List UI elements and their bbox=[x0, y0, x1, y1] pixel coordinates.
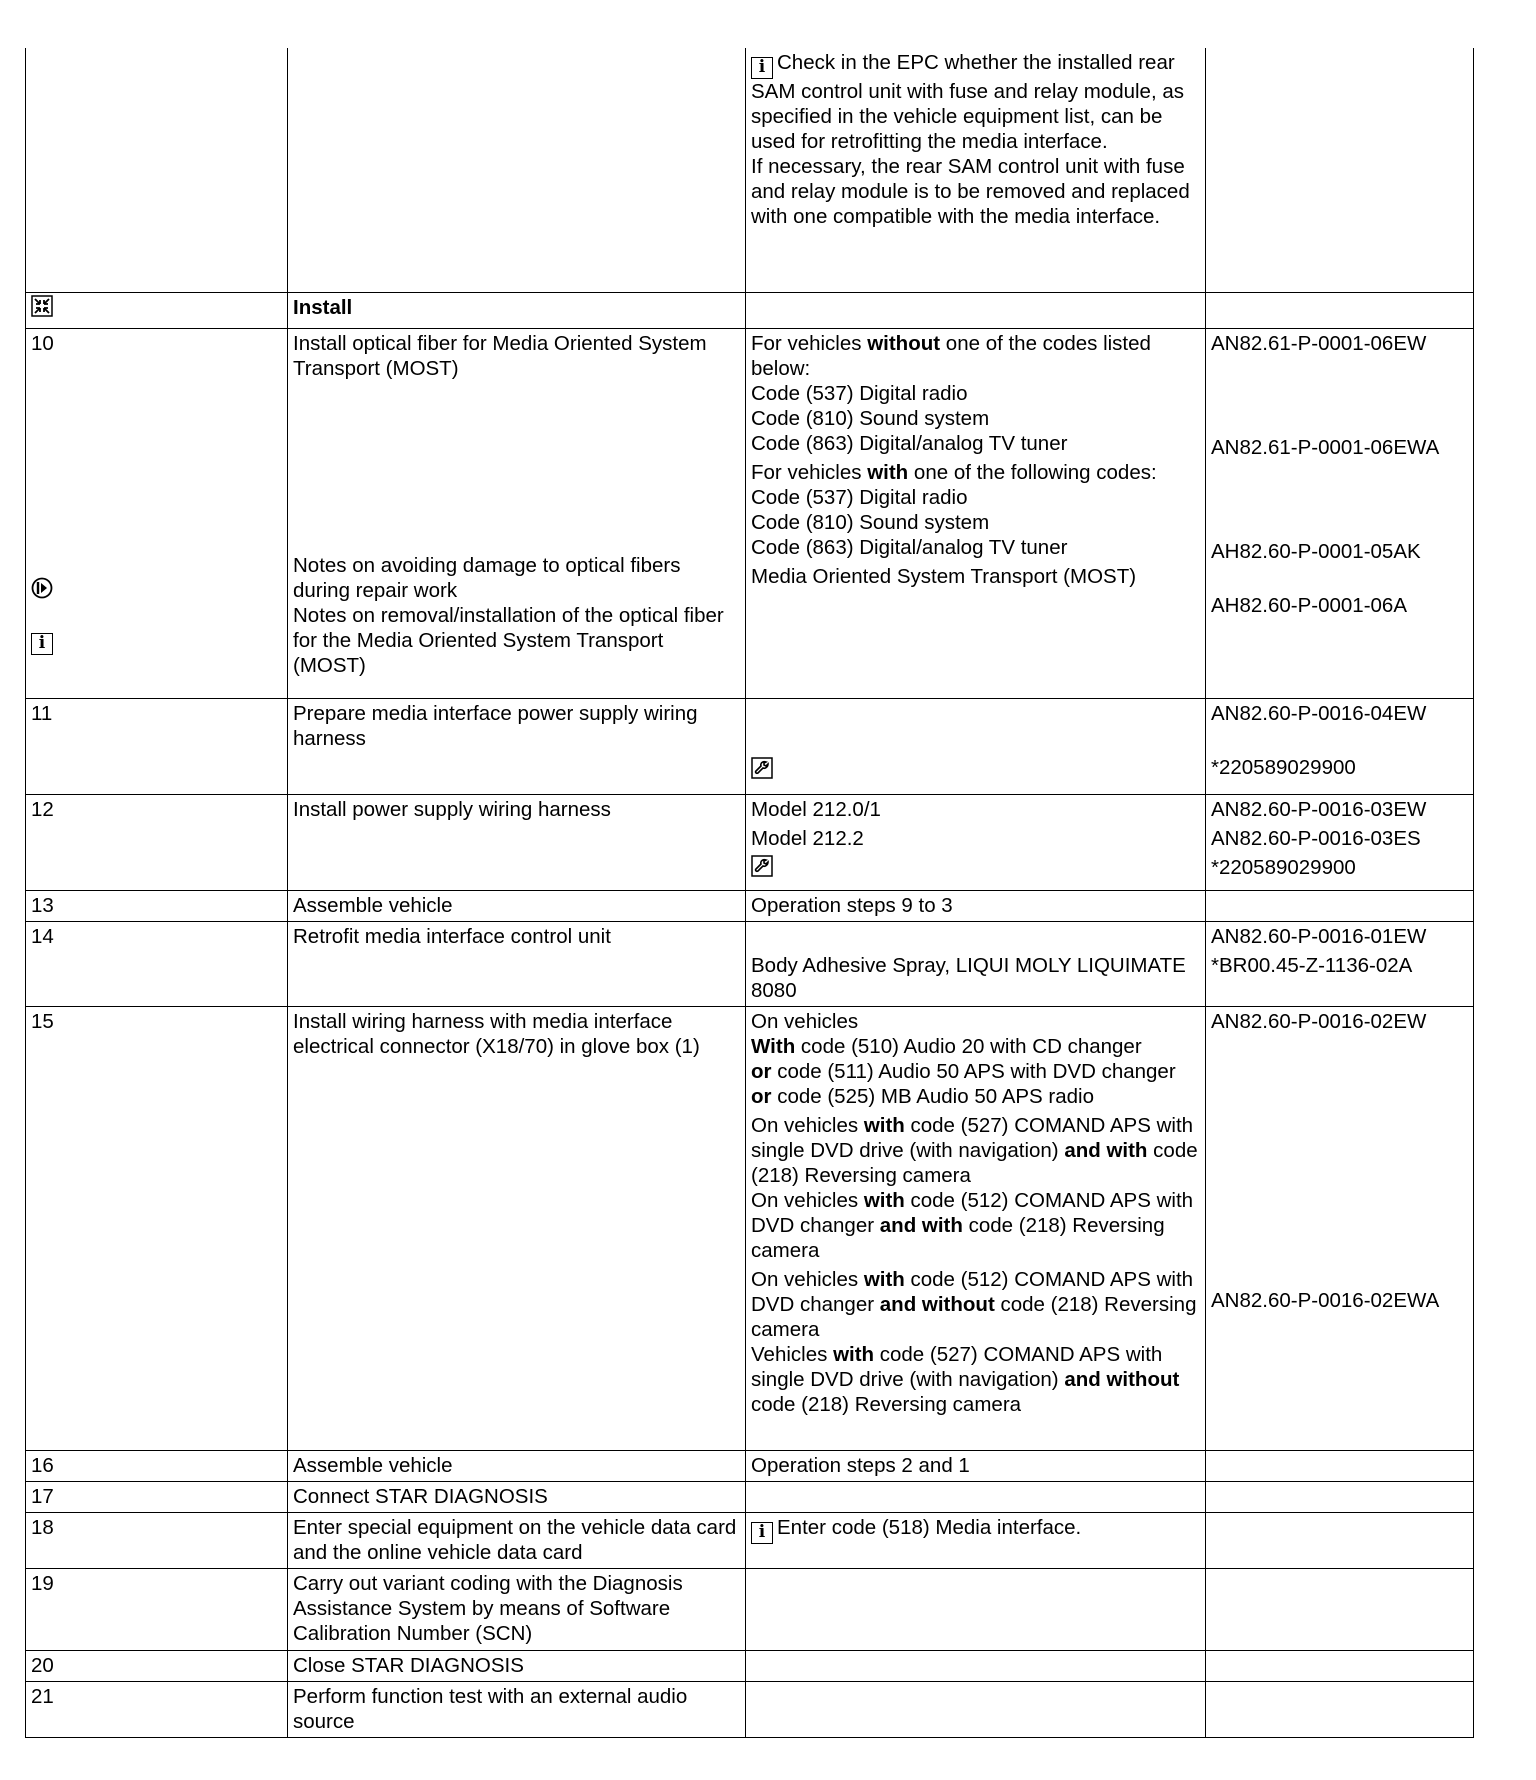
reference-link[interactable]: AN82.61-P-0001-06EW bbox=[1211, 331, 1427, 355]
special-tool-icon bbox=[751, 757, 773, 779]
reference-link[interactable]: AN82.60-P-0016-02EWA bbox=[1211, 1288, 1440, 1312]
info-icon: i bbox=[751, 57, 773, 79]
step-info: Body Adhesive Spray, LIQUI MOLY LIQUIMATE 8080 bbox=[751, 953, 1186, 1002]
step-number: 12 bbox=[26, 794, 288, 890]
table-row bbox=[26, 890, 1474, 921]
table-row bbox=[26, 1450, 1474, 1481]
step-number: 16 bbox=[26, 1450, 288, 1481]
table-row bbox=[26, 292, 1474, 328]
table-row: 10 i Install optical fiber for Media Oriented System Transport (MOST) Notes on avoiding damage to optical fibers during repair work Notes on removal/installation of the optical fiber for the Media Oriented System Transport (MOST) For vehicles without one of the codes listed below: Code (537) Digital radio Code (810) Sound system Code (863) Digital/analog TV tuner For vehicles with one of the following codes: Code (537) Digital radio Code (810) Sound system Code (863) Digital/analog TV tuner Media Oriented System Transport (MOST) AN82.61-P-0001-06EW AN82.61-P-0001-06EWA AH82.60-P-0001-05AK AH82.60-P-0001-06A bbox=[26, 328, 1474, 698]
step-number: 20 bbox=[26, 1650, 288, 1681]
reference-link[interactable]: AN82.60-P-0016-04EW bbox=[1211, 701, 1427, 725]
table-row bbox=[26, 1512, 1474, 1568]
reference-link[interactable]: AN82.61-P-0001-06EWA bbox=[1211, 435, 1440, 459]
reference-link[interactable]: AN82.60-P-0016-03ES bbox=[1211, 826, 1421, 850]
step-operation: Retrofit media interface control unit bbox=[288, 921, 746, 1006]
install-icon bbox=[31, 295, 53, 317]
table-row bbox=[26, 1681, 1474, 1737]
code-line: Code (863) Digital/analog TV tuner bbox=[751, 431, 1068, 455]
reference-link[interactable]: AN82.60-P-0016-03EW bbox=[1211, 797, 1427, 821]
step-operation: Connect STAR DIAGNOSIS bbox=[288, 1481, 746, 1512]
tool-number[interactable]: *220589029900 bbox=[1211, 855, 1356, 879]
step-operation: Prepare media interface power supply wiring harness bbox=[288, 698, 746, 794]
step-number: 13 bbox=[26, 890, 288, 921]
table-row bbox=[26, 1481, 1474, 1512]
table-row bbox=[26, 48, 1474, 292]
code-line: Code (537) Digital radio bbox=[751, 381, 968, 405]
step-operation: Assemble vehicle bbox=[288, 890, 746, 921]
tool-number[interactable]: *220589029900 bbox=[1211, 755, 1356, 779]
code-line: Code (810) Sound system bbox=[751, 406, 990, 430]
model-line: Model 212.2 bbox=[751, 826, 864, 850]
step-operation: Install optical fiber for Media Oriented System Transport (MOST) bbox=[293, 331, 707, 380]
step-operation: Assemble vehicle bbox=[288, 1450, 746, 1481]
step-number: 10 bbox=[31, 331, 54, 355]
step-operation: Close STAR DIAGNOSIS bbox=[288, 1650, 746, 1681]
info-icon: i bbox=[31, 633, 53, 655]
step-operation: Enter special equipment on the vehicle data card and the online vehicle data card bbox=[288, 1512, 746, 1568]
warning-circle-icon bbox=[31, 577, 53, 599]
reference-link[interactable]: AH82.60-P-0001-06A bbox=[1211, 593, 1408, 617]
special-tool-icon bbox=[751, 855, 773, 877]
reference-link[interactable]: AN82.60-P-0016-01EW bbox=[1211, 924, 1427, 948]
step-number: 18 bbox=[26, 1512, 288, 1568]
step-number: 11 bbox=[26, 698, 288, 794]
procedure-table bbox=[25, 48, 1474, 1738]
note-optical-removal: Notes on removal/installation of the optical fiber for the Media Oriented System Transport (MOST) bbox=[293, 603, 724, 677]
table-row bbox=[26, 698, 1474, 794]
top-note-cell bbox=[746, 48, 1206, 292]
table-row bbox=[26, 1650, 1474, 1681]
step-info: Operation steps 2 and 1 bbox=[746, 1450, 1206, 1481]
step-info: Operation steps 9 to 3 bbox=[746, 890, 1206, 921]
step-operation: Perform function test with an external audio source bbox=[288, 1681, 746, 1737]
reference-link[interactable]: AH82.60-P-0001-05AK bbox=[1211, 539, 1421, 563]
step-info: Enter code (518) Media interface. bbox=[777, 1515, 1082, 1539]
top-note-text-1: Check in the EPC whether the installed rear SAM control unit with fuse and relay module, as specified in the vehicle equipment list, can be used for retrofitting the media interface. bbox=[751, 51, 1184, 153]
code-line: Code (863) Digital/analog TV tuner bbox=[751, 535, 1068, 559]
reference-link[interactable]: *BR00.45-Z-1136-02A bbox=[1211, 953, 1413, 977]
step-number: 21 bbox=[26, 1681, 288, 1737]
model-line: Model 212.0/1 bbox=[751, 797, 881, 821]
note-optical-damage: Notes on avoiding damage to optical fibers during repair work bbox=[293, 553, 681, 602]
install-heading: Install bbox=[293, 295, 353, 319]
code-line: Code (810) Sound system bbox=[751, 510, 990, 534]
table-row bbox=[26, 921, 1474, 1006]
most-info: Media Oriented System Transport (MOST) bbox=[751, 564, 1137, 588]
info-icon: i bbox=[751, 1522, 773, 1544]
table-row: 15 Install wiring harness with media interface electrical connector (X18/70) in glove box (1) On vehicles With code (510) Audio 20 with CD changer or code (511) Audio 50 APS with DVD changer or code (525) MB Audio 50 APS radio On vehicles with code (527) COMAND APS with single DVD drive (with navigation) and with code (218) Reversing camera On vehicles with code (512) COMAND APS with DVD changer and with code (218) Reversing camera On vehicles with code (512) COMAND APS with DVD changer and without code (218) Reversing camera Vehicles with code (527) COMAND APS with single DVD drive (with navigation) and without code (218) Reversing camera AN82.60-P-0016-02EW AN82.60-P-0016-02EWA bbox=[26, 1006, 1474, 1450]
step-number: 15 bbox=[26, 1006, 288, 1450]
table-row bbox=[26, 1568, 1474, 1650]
step-operation: Carry out variant coding with the Diagnosis Assistance System by means of Software Calibration Number (SCN) bbox=[288, 1568, 746, 1650]
step-number: 19 bbox=[26, 1568, 288, 1650]
step-operation: Install power supply wiring harness bbox=[288, 794, 746, 890]
table-row bbox=[26, 794, 1474, 890]
code-line: Code (537) Digital radio bbox=[751, 485, 968, 509]
step-number: 17 bbox=[26, 1481, 288, 1512]
step-number: 14 bbox=[26, 921, 288, 1006]
reference-link[interactable]: AN82.60-P-0016-02EW bbox=[1211, 1009, 1427, 1033]
step-operation: Install wiring harness with media interface electrical connector (X18/70) in glove box (1) bbox=[288, 1006, 746, 1450]
top-note-text-2: If necessary, the rear SAM control unit with fuse and relay module is to be removed and replaced with one compatible with the media interface. bbox=[751, 155, 1190, 228]
